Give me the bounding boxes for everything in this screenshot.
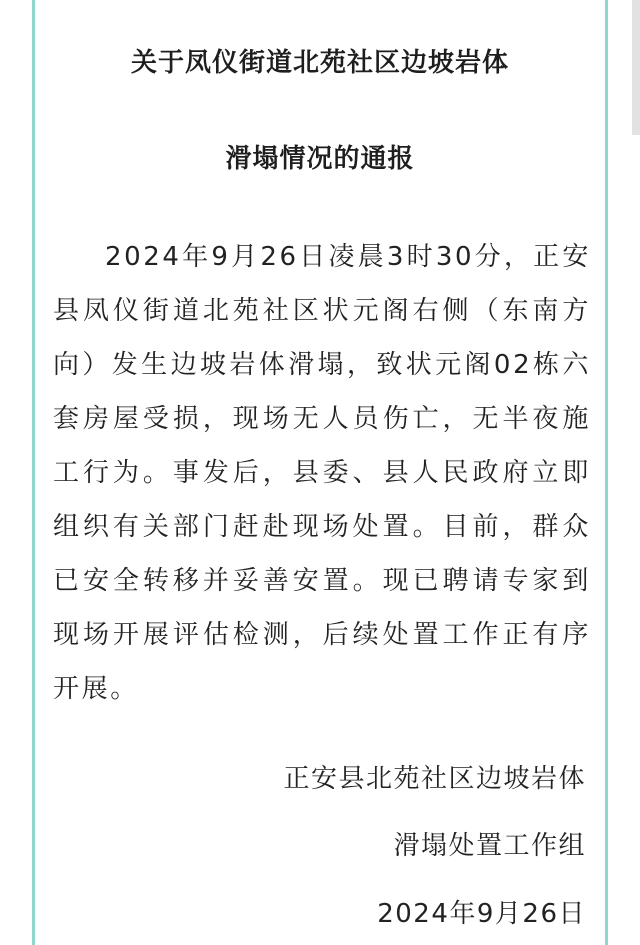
signature-line-1: 正安县北苑社区边坡岩体: [283, 764, 586, 794]
notice-title-line-2: 滑塌情况的通报: [225, 144, 415, 174]
signature-line-2: 滑塌处置工作组: [393, 831, 586, 861]
notice-title-line-1: 关于凤仪街道北苑社区边坡岩体: [130, 48, 509, 78]
notice-body: 2024年9月26日凌晨3时30分，正安县凤仪街道北苑社区状元阁右侧（东南方向）发生边坡岩体滑塌，致状元阁02栋六套房屋受损，现场无人员伤亡，无半夜施工行为。事发后，县委、县人民政府立即组织有关部门赶赴现场处置。目前，群众已安全转移并妥善安置。现已聘请专家到现场开展评估检测，后续处置工作正有序开展。: [53, 242, 591, 704]
right-border-line: [605, 0, 608, 945]
notice-date: 2024年9月26日: [377, 899, 586, 929]
scrollbar[interactable]: [632, 0, 640, 135]
